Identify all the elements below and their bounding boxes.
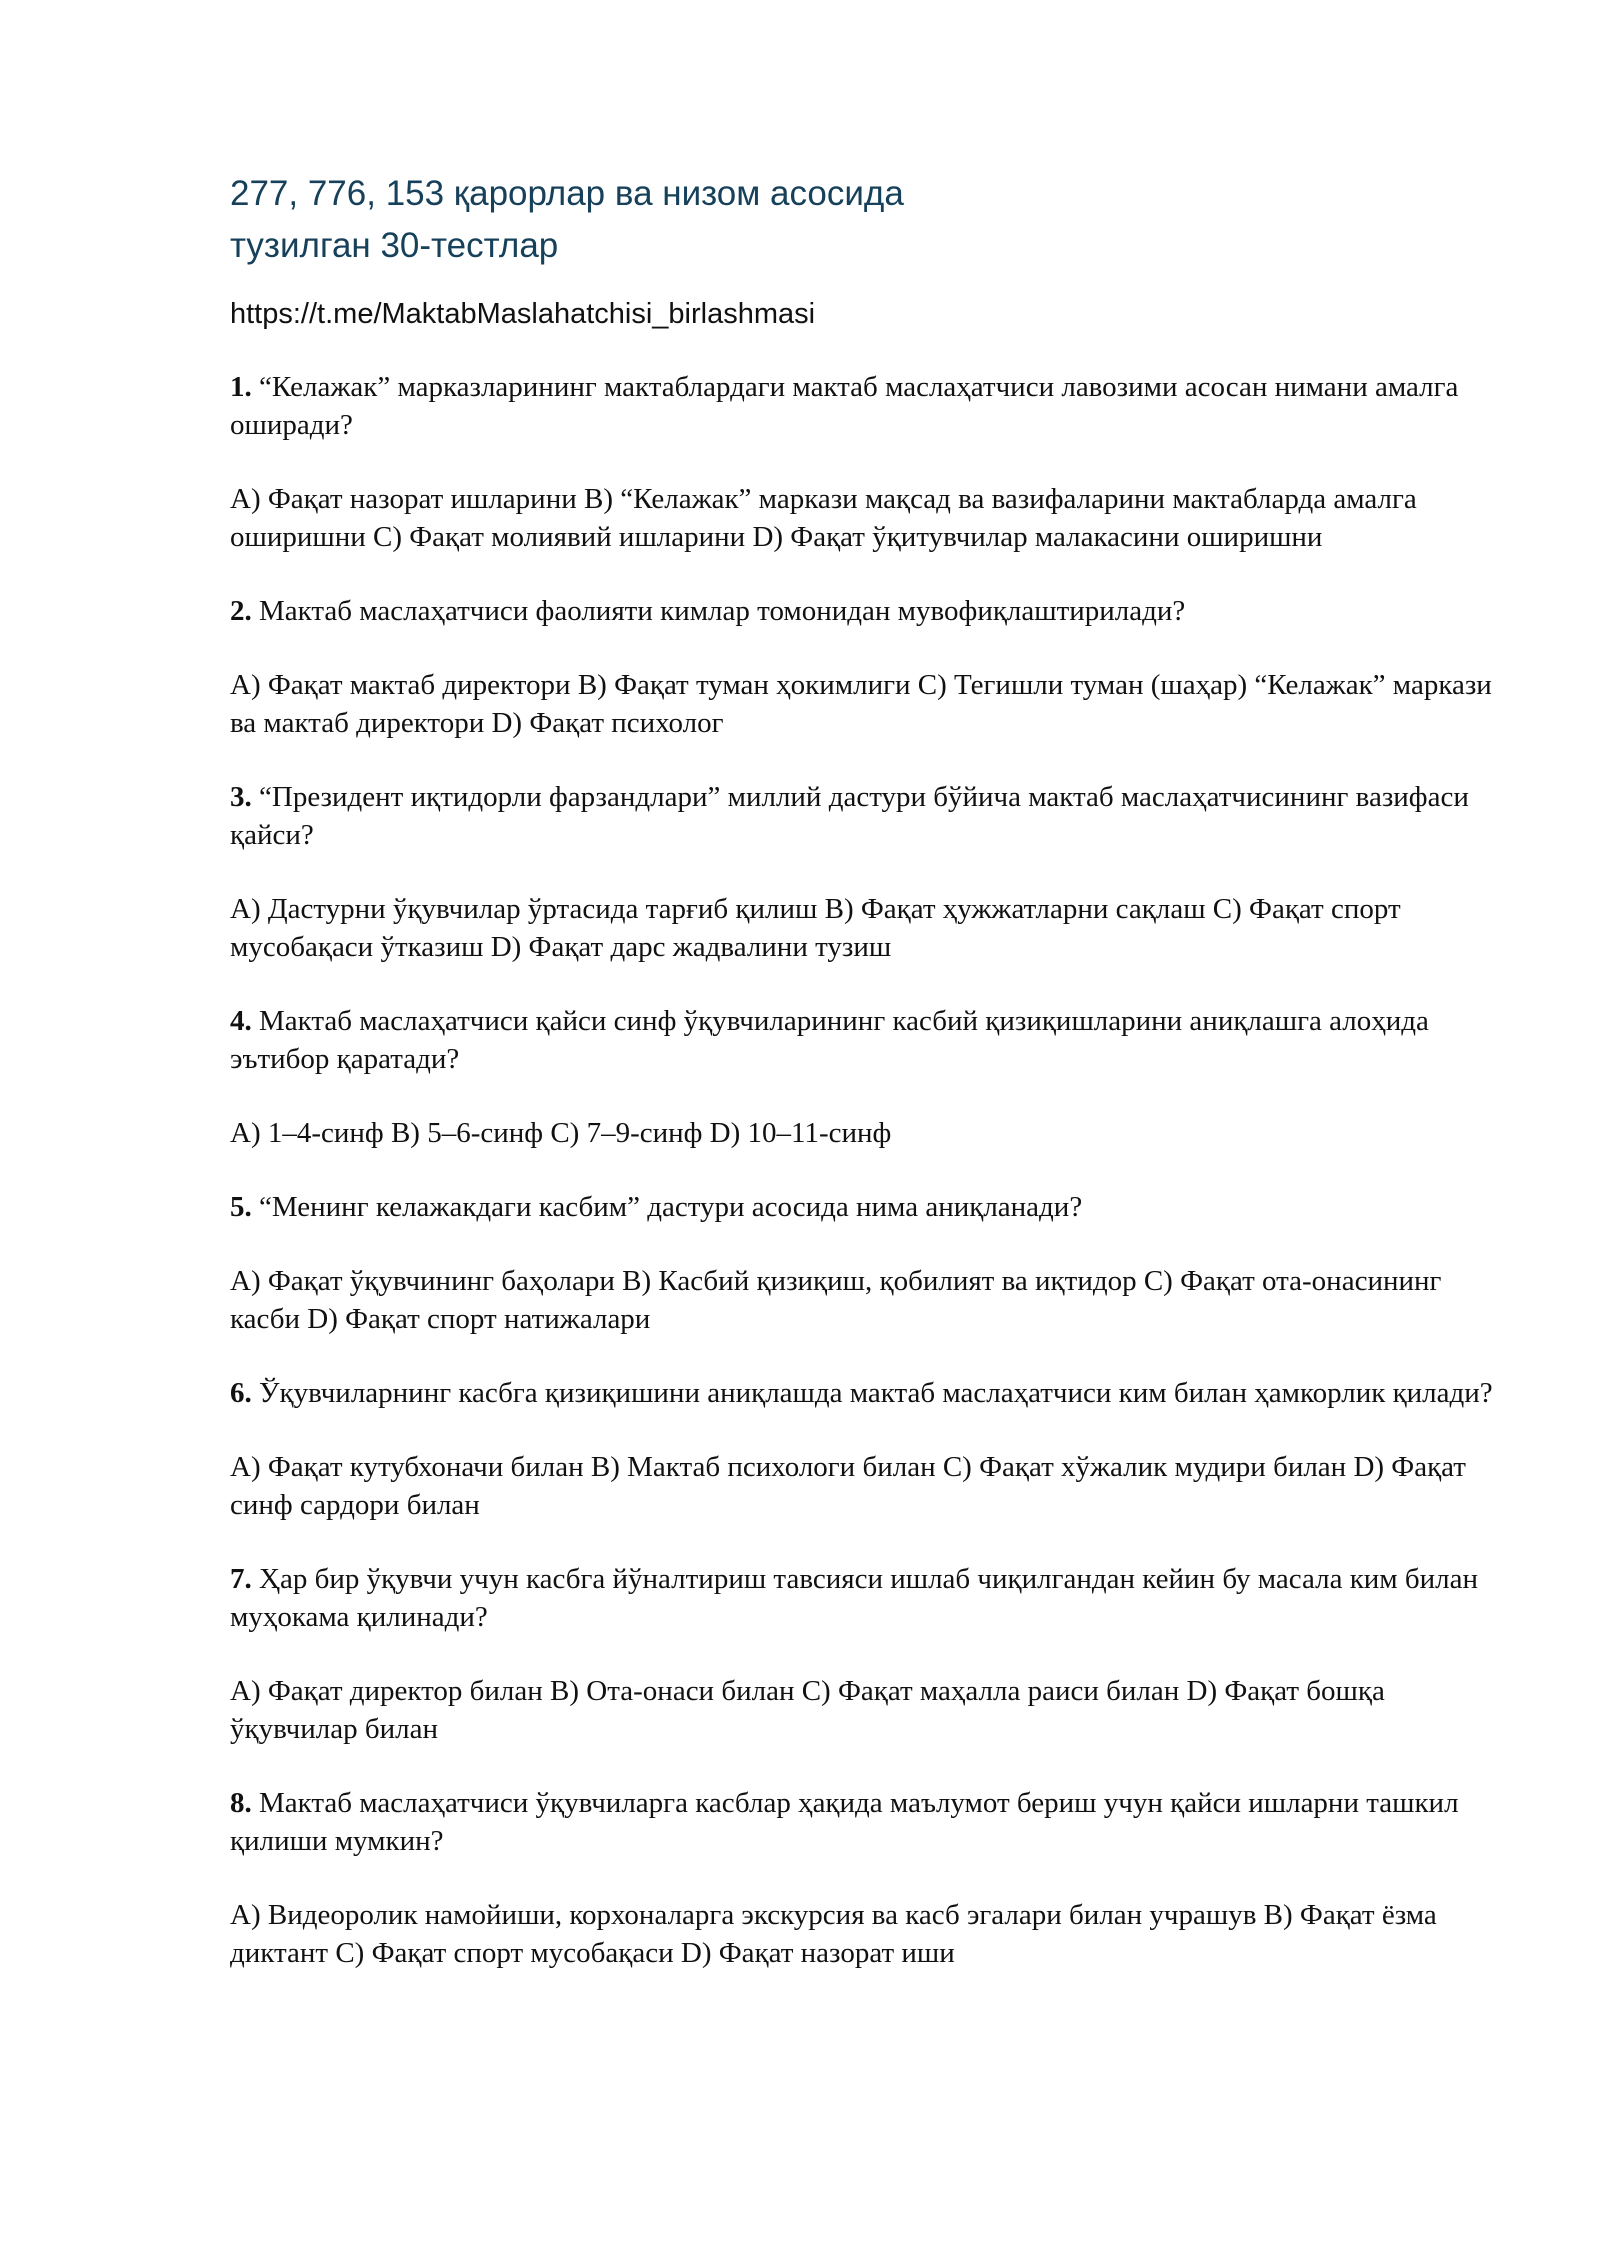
question-body: “Келажак” марказларининг мактаблардаги мактаб маслаҳатчиси лавозими асосан нимани амалга оширади? — [230, 371, 1459, 441]
answer-options: A) Фақат мактаб директори B) Фақат туман ҳокимлиги C) Тегишли туман (шаҳар) “Келажак” маркази ва мактаб директори D) Фақат психолог — [230, 669, 1492, 739]
question-text — [230, 1188, 1500, 1226]
question-7 — [230, 1560, 1500, 1748]
question-1 — [230, 368, 1500, 556]
question-body: Ўқувчиларнинг касбга қизиқишини аниқлашда мактаб маслаҳатчиси ким билан ҳамкорлик қилади? — [251, 1377, 1493, 1409]
question-2 — [230, 592, 1500, 742]
question-3 — [230, 778, 1500, 966]
question-body: Мактаб маслаҳатчиси ўқувчиларга касблар ҳақида маълумот бериш учун қайси ишларни ташкил қилиши мумкин? — [230, 1787, 1459, 1857]
question-6 — [230, 1374, 1500, 1524]
document-content — [230, 168, 1500, 2008]
question-number: 2. — [230, 595, 252, 627]
answer-options: A) Дастурни ўқувчилар ўртасида тарғиб қилиш B) Фақат ҳужжатларни сақлаш C) Фақат спорт мусобақаси ўтказиш D) Фақат дарс жадвалини тузиш — [230, 893, 1401, 963]
question-body: Мактаб маслаҳатчиси қайси синф ўқувчиларининг касбий қизиқишларини аниқлашга алоҳида эътибор қаратади? — [230, 1005, 1429, 1075]
question-number: 8. — [230, 1787, 252, 1819]
question-number: 6. — [230, 1377, 252, 1409]
answer-options: A) 1–4-синф B) 5–6-синф C) 7–9-синф D) 10–11-синф — [230, 1117, 892, 1149]
question-4 — [230, 1002, 1500, 1152]
question-text — [230, 1374, 1500, 1412]
answer-options: A) Фақат назорат ишларини B) “Келажак” маркази мақсад ва вазифаларини мактабларда амалга оширишни C) Фақат молиявий ишларини D) Фақат ўқитувчилар малакасини оширишни — [230, 483, 1417, 553]
question-8 — [230, 1784, 1500, 1972]
telegram-link[interactable]: https://t.me/MaktabMaslahatchisi_birlashmasi — [230, 298, 816, 330]
question-text — [230, 778, 1500, 854]
question-text — [230, 1560, 1500, 1636]
title-line-1: 277, 776, 153 қарорлар ва низом асосида — [230, 174, 904, 213]
question-text — [230, 1784, 1500, 1860]
question-text — [230, 368, 1500, 444]
document-title — [230, 168, 1500, 272]
question-body: Мактаб маслаҳатчиси фаолияти кимлар томонидан мувофиқлаштирилади? — [251, 595, 1186, 627]
question-body: “Менинг келажакдаги касбим” дастури асосида нима аниқланади? — [251, 1191, 1083, 1223]
question-number: 4. — [230, 1005, 252, 1037]
question-5 — [230, 1188, 1500, 1338]
question-body: Ҳар бир ўқувчи учун касбга йўналтириш тавсияси ишлаб чиқилгандан кейин бу масала ким билан муҳокама қилинади? — [230, 1563, 1479, 1633]
answer-options: A) Фақат ўқувчининг баҳолари B) Касбий қизиқиш, қобилият ва иқтидор C) Фақат ота-онасининг касби D) Фақат спорт натижалари — [230, 1265, 1442, 1335]
answer-options: A) Фақат кутубхоначи билан B) Мактаб психологи билан C) Фақат хўжалик мудири билан D) Фақат синф сардори билан — [230, 1451, 1466, 1521]
question-text — [230, 592, 1500, 630]
question-number: 5. — [230, 1191, 252, 1223]
answer-options: A) Фақат директор билан B) Ота-онаси билан C) Фақат маҳалла раиси билан D) Фақат бошқа ўқувчилар билан — [230, 1675, 1385, 1745]
question-number: 7. — [230, 1563, 252, 1595]
question-text — [230, 1002, 1500, 1078]
answer-options: A) Видеоролик намойиши, корхоналарга экскурсия ва касб эгалари билан учрашув B) Фақат ёзма диктант C) Фақат спорт мусобақаси D) Фақат назорат иши — [230, 1899, 1437, 1969]
question-number: 1. — [230, 371, 252, 403]
question-body: “Президент иқтидорли фарзандлари” миллий дастури бўйича мактаб маслаҳатчисининг вазифаси қайси? — [230, 781, 1469, 851]
question-number: 3. — [230, 781, 252, 813]
title-line-2: тузилган 30-тестлар — [230, 226, 559, 265]
